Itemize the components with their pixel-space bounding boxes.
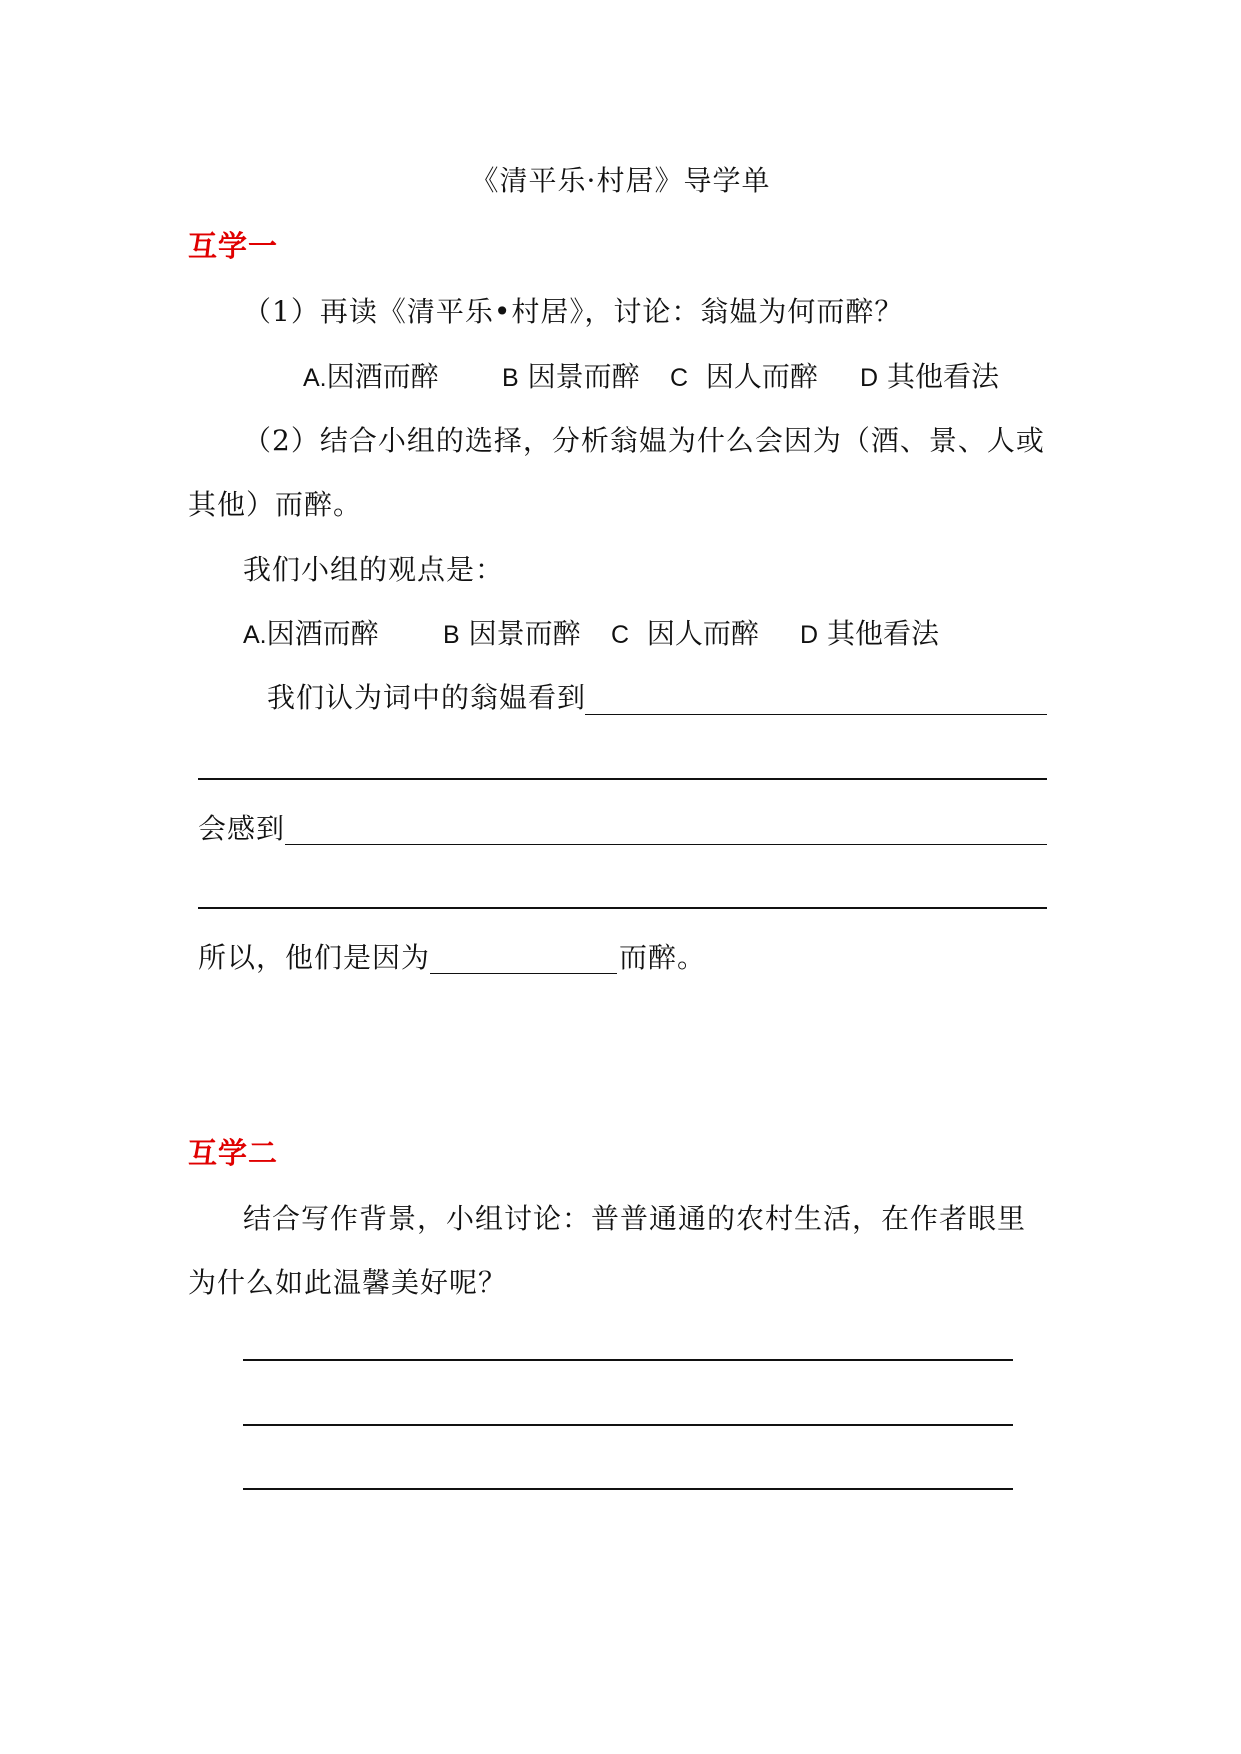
option-key: A.	[303, 364, 327, 392]
option-key: B	[502, 364, 519, 392]
option-text: 因酒而醉	[326, 360, 439, 393]
option-key: A.	[243, 621, 267, 649]
felt-label: 会感到	[198, 812, 286, 845]
option-text: 因景而醉	[527, 360, 640, 393]
conclusion-suffix: 而醉。	[619, 941, 707, 974]
option-text: 因景而醉	[468, 617, 581, 650]
option-b	[502, 360, 640, 393]
group-view-label: 我们小组的观点是：	[243, 553, 505, 586]
option-key: D	[800, 621, 819, 649]
option-text: 其他看法	[826, 617, 939, 650]
option-key: D	[860, 364, 879, 392]
document-title: 《清平乐·村居》导学单	[470, 164, 771, 197]
option-text: 因人而醉	[705, 360, 818, 393]
option-text: 因人而醉	[646, 617, 759, 650]
section-heading-2: 互学二	[188, 1136, 279, 1170]
option-a	[303, 360, 439, 393]
answer-line[interactable]	[198, 907, 1047, 909]
option-c	[670, 360, 818, 393]
option-c	[611, 617, 759, 650]
answer-blank-reason[interactable]	[430, 973, 617, 974]
option-text: 其他看法	[886, 360, 999, 393]
question-2-line-2: 其他）而醉。	[188, 488, 363, 521]
answer-blank-felt[interactable]	[285, 844, 1047, 845]
answer-line[interactable]	[243, 1359, 1013, 1361]
question-2-line-1: （2）结合小组的选择，分析翁媪为什么会因为（酒、景、人或	[243, 424, 1045, 457]
option-key: C	[670, 364, 689, 392]
answer-blank-saw[interactable]	[585, 714, 1047, 715]
option-a	[243, 617, 379, 650]
answer-line[interactable]	[243, 1424, 1013, 1426]
question-1: （1）再读《清平乐•村居》，讨论：翁媪为何而醉？	[243, 295, 904, 328]
option-d	[800, 617, 939, 650]
section-heading-1: 互学一	[188, 229, 279, 263]
conclusion-prefix: 所以，他们是因为	[198, 941, 431, 974]
option-b	[443, 617, 581, 650]
option-d	[860, 360, 999, 393]
discussion-prompt-line-1: 结合写作背景，小组讨论：普普通通的农村生活，在作者眼里	[243, 1202, 1027, 1235]
discussion-prompt-line-2: 为什么如此温馨美好呢？	[188, 1266, 508, 1299]
saw-label: 我们认为词中的翁媪看到	[267, 681, 587, 714]
option-text: 因酒而醉	[266, 617, 379, 650]
option-key: C	[611, 621, 630, 649]
answer-line[interactable]	[198, 778, 1047, 780]
answer-line[interactable]	[243, 1488, 1013, 1490]
option-key: B	[443, 621, 460, 649]
